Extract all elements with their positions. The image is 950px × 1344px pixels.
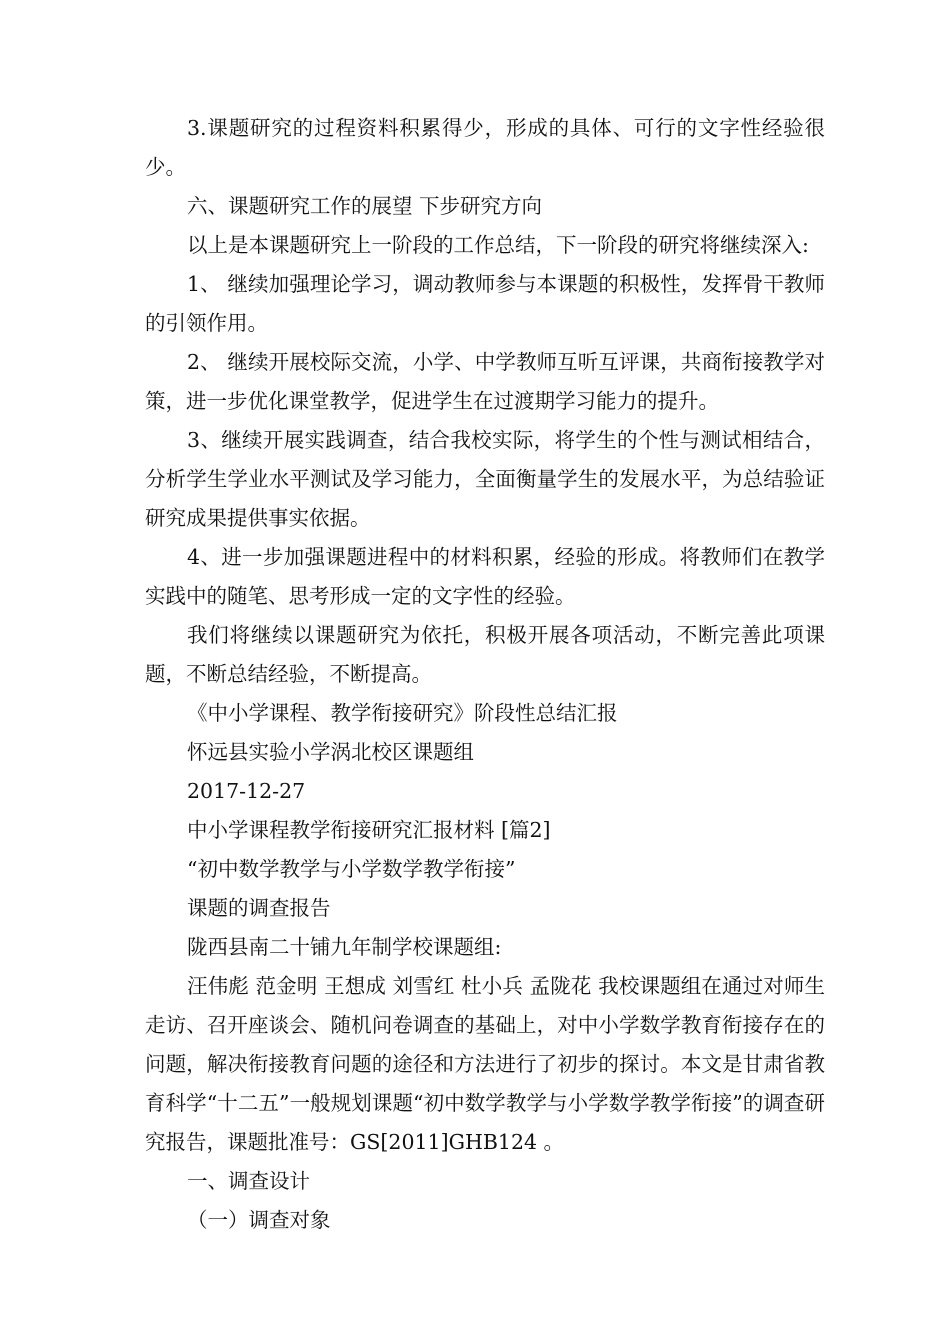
section-title-part2: 中小学课程教学衔接研究汇报材料 [篇2]: [187, 818, 551, 842]
paragraph-process-materials: 3.课题研究的过程资料积累得少，形成的具体、可行的文字性经验很少。: [145, 116, 825, 179]
subheading-survey-subjects: （一）调查对象: [187, 1208, 331, 1232]
paragraph-summary-intro: 以上是本课题研究上一阶段的工作总结，下一阶段的研究将继续深入:: [187, 233, 809, 257]
list-item-practice-survey: 3、继续开展实践调查，结合我校实际，将学生的个性与测试相结合，分析学生学业水平测试及学习能力，全面衡量学生的发展水平，为总结验证研究成果提供事实依据。: [145, 428, 825, 530]
report-author-group: 怀远县实验小学涡北校区课题组: [187, 740, 474, 764]
list-item-material-accumulation: 4、进一步加强课题进程中的材料积累，经验的形成。将教师们在教学实践中的随笔、思考形成一定的文字性的经验。: [145, 545, 825, 608]
list-item-school-exchange: 2、 继续开展校际交流，小学、中学教师互听互评课，共商衔接教学对策，进一步优化课堂教学，促进学生在过渡期学习能力的提升。: [145, 350, 825, 413]
paragraph-closing: 我们将继续以课题研究为依托，积极开展各项活动，不断完善此项课题，不断总结经验，不断提高。: [145, 623, 825, 686]
list-item-theory-study: 1、 继续加强理论学习，调动教师参与本课题的积极性，发挥骨干教师的引领作用。: [145, 272, 825, 335]
heading-survey-design: 一、调查设计: [187, 1169, 310, 1193]
subtitle-survey-report: 课题的调查报告: [187, 896, 331, 920]
heading-outlook: 六、课题研究工作的展望 下步研究方向: [187, 194, 543, 218]
report-title: 《中小学课程、教学衔接研究》阶段性总结汇报: [187, 701, 618, 725]
paragraph-members-abstract: 汪伟彪 范金明 王想成 刘雪红 杜小兵 孟陇花 我校课题组在通过对师生走访、召开座谈会、随机问卷调查的基础上，对中小学数学教育衔接存在的问题，解决衔接教育问题的途径和方法进行了初步的探讨。本文是甘肃省教育科学“十二五”一般规划课题“初中数学教学与小学数学教学衔接”的调查研究报告，课题批准号：GS[2011]GHB124 。: [145, 974, 825, 1154]
subtitle-topic: “初中数学教学与小学数学教学衔接”: [187, 857, 516, 881]
document-body: [145, 109, 825, 1240]
report-date: 2017-12-27: [187, 779, 306, 803]
survey-group-name: 陇西县南二十铺九年制学校课题组:: [187, 935, 502, 959]
